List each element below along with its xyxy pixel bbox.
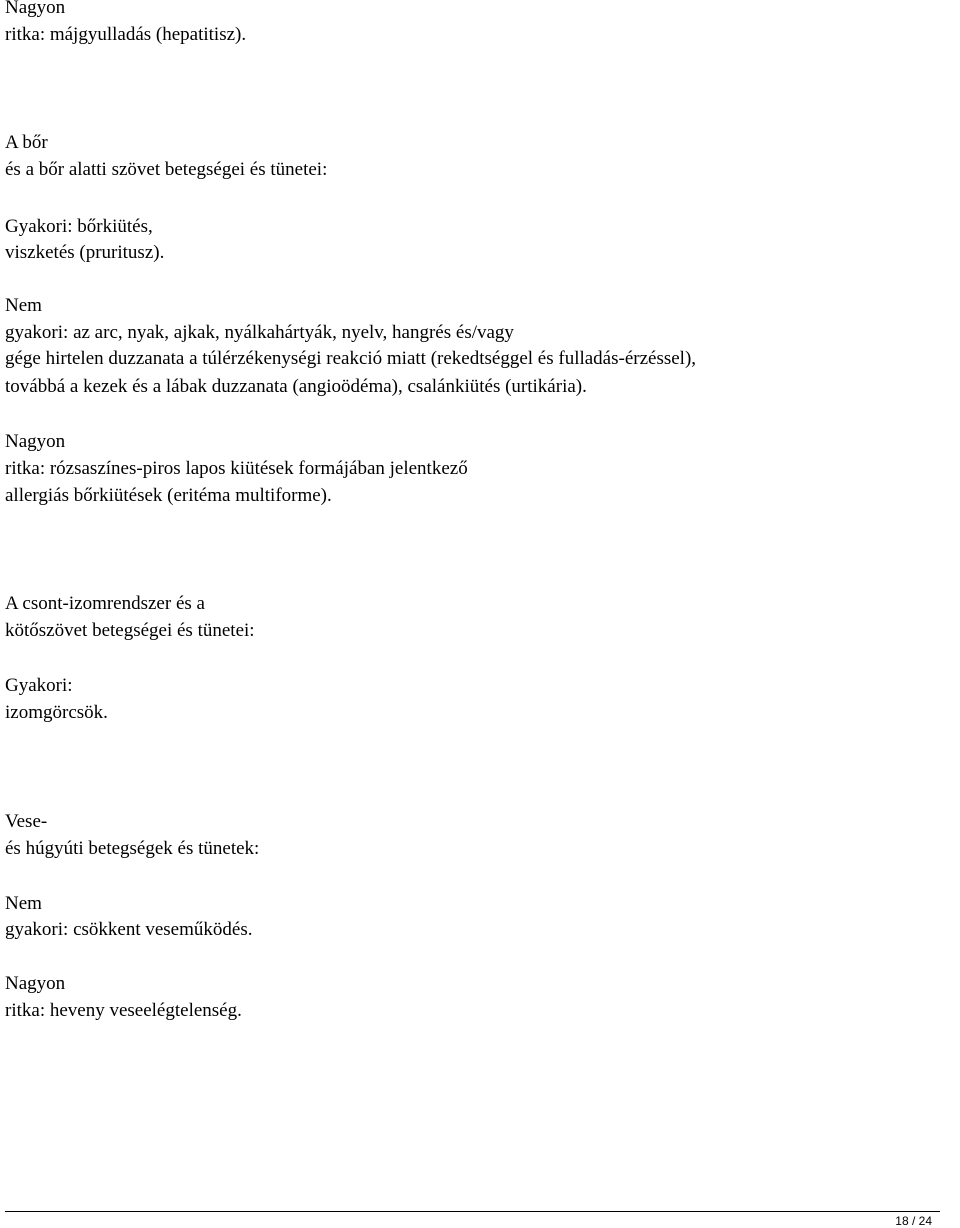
text-line: ritka: heveny veseelégtelenség. bbox=[5, 1000, 242, 1021]
page-number: 18 / 24 bbox=[895, 1214, 932, 1228]
text-line: gége hirtelen duzzanata a túlérzékenységi reakció miatt (rekedtséggel és fulladás-érzéssel), bbox=[5, 348, 697, 369]
text-line: továbbá a kezek és a lábak duzzanata (angioödéma), csalánkiütés (urtikária). bbox=[5, 376, 587, 397]
section-heading: kötőszövet betegségei és tünetei: bbox=[5, 620, 255, 641]
text-line: ritka: rózsaszínes-piros lapos kiütések formájában jelentkező bbox=[5, 458, 468, 479]
section-heading: és a bőr alatti szövet betegségei és tünetei: bbox=[5, 159, 328, 180]
text-line: ritka: májgyulladás (hepatitisz). bbox=[5, 24, 247, 45]
text-line: gyakori: az arc, nyak, ajkak, nyálkahártyák, nyelv, hangrés és/vagy bbox=[5, 322, 514, 343]
text-line: allergiás bőrkiütések (eritéma multiforme). bbox=[5, 485, 332, 506]
text-line: viszketés (pruritusz). bbox=[5, 242, 165, 263]
text-line: Nagyon bbox=[5, 0, 66, 18]
section-heading: és húgyúti betegségek és tünetek: bbox=[5, 838, 260, 859]
text-line: Gyakori: bőrkiütés, bbox=[5, 216, 153, 237]
section-heading: A csont-izomrendszer és a bbox=[5, 593, 205, 614]
footer-divider bbox=[5, 1211, 940, 1212]
text-line: gyakori: csökkent veseműködés. bbox=[5, 919, 253, 940]
text-line: Nagyon bbox=[5, 973, 66, 994]
text-line: Nagyon bbox=[5, 431, 66, 452]
text-line: izomgörcsök. bbox=[5, 702, 108, 723]
text-line: Nem bbox=[5, 893, 42, 914]
section-heading: A bőr bbox=[5, 132, 48, 153]
section-heading: Vese- bbox=[5, 811, 48, 832]
text-line: Gyakori: bbox=[5, 675, 73, 696]
text-line: Nem bbox=[5, 295, 42, 316]
